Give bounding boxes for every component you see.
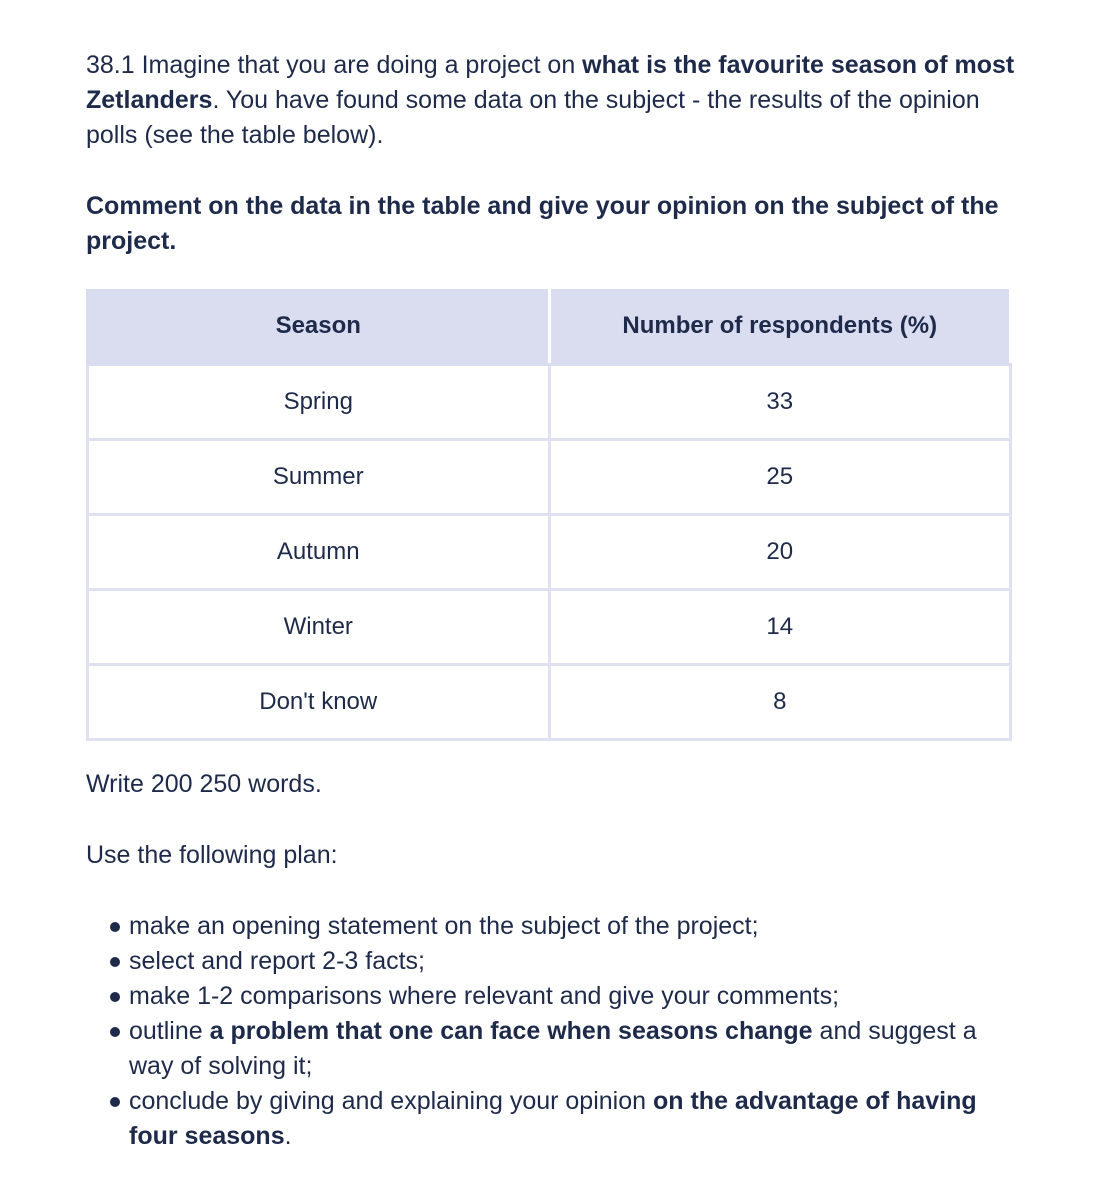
plan-item-text: make an opening statement on the subject of the project; xyxy=(129,912,759,940)
cell-percent: 14 xyxy=(549,590,1011,665)
cell-season: Autumn xyxy=(88,515,550,590)
cell-season: Winter xyxy=(88,590,550,665)
intro-part: 38.1 Imagine that you are doing a project on xyxy=(86,51,583,79)
cell-percent: 8 xyxy=(549,665,1011,740)
task-instruction: Comment on the data in the table and give your opinion on the subject of the project. xyxy=(86,192,999,255)
plan-item-text: make 1-2 comparisons where relevant and give your comments; xyxy=(129,982,840,1010)
plan-item xyxy=(110,909,1016,944)
header-season: Season xyxy=(88,288,550,365)
plan-label: Use the following plan: xyxy=(86,841,338,869)
plan-item-text: outline xyxy=(129,1017,210,1045)
plan-item xyxy=(110,1084,1016,1154)
plan-item xyxy=(110,1014,1016,1084)
intro-part: . You have found some data on the subject - the results of the opinion polls (see the table below). xyxy=(86,86,980,149)
task-page xyxy=(86,48,1016,1154)
plan-item-bold: a problem that one can face when seasons change xyxy=(209,1017,813,1045)
plan-item xyxy=(110,979,1016,1014)
table-row xyxy=(88,665,1011,740)
table-header-row xyxy=(88,288,1011,365)
plan-list xyxy=(86,909,1016,1154)
cell-percent: 33 xyxy=(549,365,1011,440)
task-intro xyxy=(86,48,1016,153)
cell-percent: 25 xyxy=(549,440,1011,515)
season-table xyxy=(86,286,1012,741)
plan-item-text: select and report 2-3 facts; xyxy=(129,947,425,975)
table-row xyxy=(88,515,1011,590)
cell-percent: 20 xyxy=(549,515,1011,590)
table-row xyxy=(88,440,1011,515)
plan-item xyxy=(110,944,1016,979)
table-row xyxy=(88,590,1011,665)
intro-part-bold: what is the favourite season of most Zetlanders xyxy=(86,51,1015,114)
table-row xyxy=(88,365,1011,440)
plan-item-text: and suggest a way of solving it; xyxy=(129,1017,977,1080)
plan-item-text: conclude by giving and explaining your opinion xyxy=(129,1087,653,1115)
word-count: Write 200 250 words. xyxy=(86,770,322,798)
plan-item-bold: on the advantage of having four seasons xyxy=(129,1087,977,1150)
header-respondents: Number of respondents (%) xyxy=(549,288,1011,365)
cell-season: Don't know xyxy=(88,665,550,740)
cell-season: Spring xyxy=(88,365,550,440)
plan-item-text: . xyxy=(284,1122,292,1150)
cell-season: Summer xyxy=(88,440,550,515)
